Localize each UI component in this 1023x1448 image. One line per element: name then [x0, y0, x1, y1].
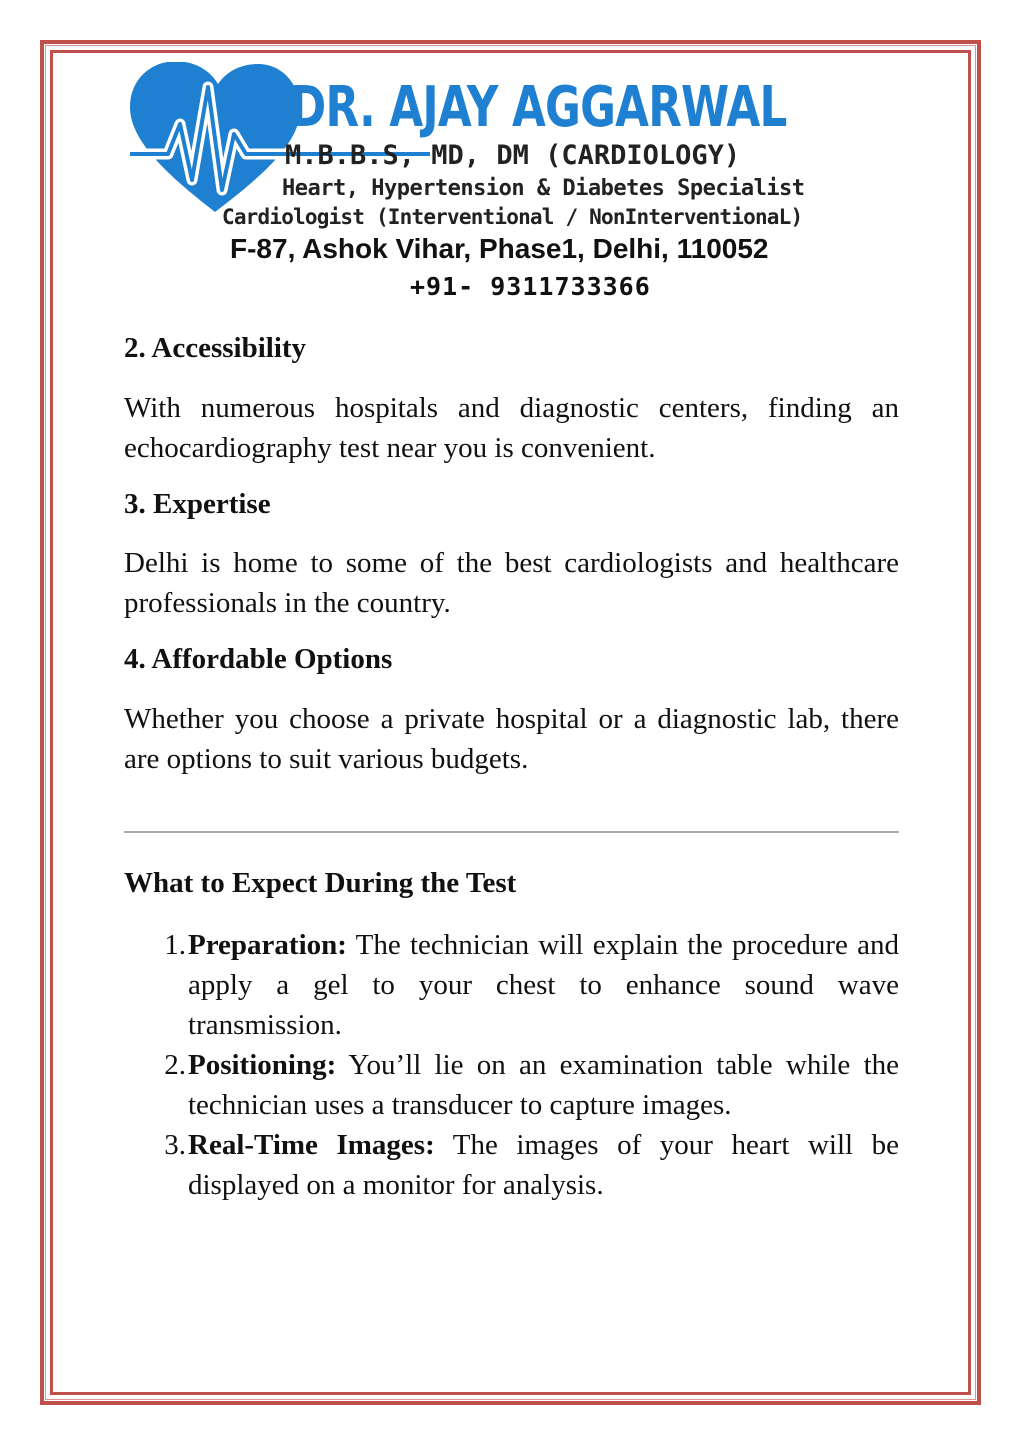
- list-item-number: 1.: [164, 928, 186, 961]
- doctor-subspecialty: Cardiologist (Interventional / NonInterventionaL): [222, 205, 803, 229]
- list-item-label: Preparation:: [188, 928, 347, 961]
- section-text-accessibility: With numerous hospitals and diagnostic centers, finding an echocardiography test near you is convenient.: [124, 391, 899, 464]
- section-text-expertise: Delhi is home to some of the best cardiologists and healthcare professionals in the country.: [124, 547, 899, 620]
- section-heading-expertise: 3. Expertise: [124, 487, 271, 520]
- letterhead: [120, 62, 910, 307]
- list-item-number: 2.: [164, 1048, 186, 1081]
- list-item-text: The technician will explain the procedure and apply a gel to your chest to enhance sound wave transmission.: [188, 928, 899, 1041]
- list-item-number: 3.: [164, 1128, 186, 1161]
- clinic-address: F-87, Ashok Vihar, Phase1, Delhi, 110052: [230, 233, 769, 264]
- list-item-text: The images of your heart will be displayed on a monitor for analysis.: [188, 1128, 899, 1201]
- list-item: [124, 1045, 899, 1125]
- section-heading-affordable-options: 4. Affordable Options: [124, 643, 393, 676]
- list-item-label: Positioning:: [188, 1048, 337, 1081]
- list-item: [124, 925, 899, 1045]
- doctor-degrees: M.B.B.S, MD, DM (CARDIOLOGY): [285, 140, 741, 171]
- test-steps-list: [124, 925, 899, 1205]
- list-item-text: You’ll lie on an examination table while the technician uses a transducer to capture images.: [188, 1048, 899, 1121]
- section-heading-accessibility: 2. Accessibility: [124, 332, 307, 364]
- doctor-name: DR. AJAY AGGARWAL: [290, 75, 787, 140]
- document-body: [124, 330, 899, 1205]
- list-item-label: Real-Time Images:: [188, 1128, 435, 1161]
- section-heading-what-to-expect: What to Expect During the Test: [124, 867, 517, 900]
- doctor-specialty: Heart, Hypertension & Diabetes Specialist: [282, 176, 805, 201]
- clinic-phone: +91- 9311733366: [410, 272, 651, 301]
- list-item: [124, 1125, 899, 1205]
- section-text-affordable-options: Whether you choose a private hospital or a diagnostic lab, there are options to suit various budgets.: [124, 703, 899, 776]
